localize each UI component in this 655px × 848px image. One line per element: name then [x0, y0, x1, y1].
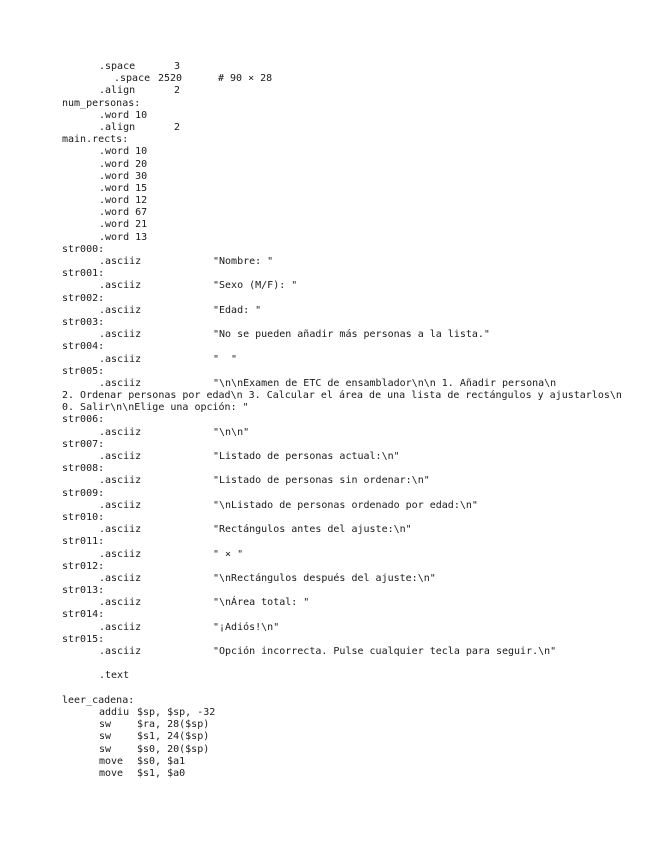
- code-line: [62, 451, 622, 463]
- directive: .align: [99, 121, 136, 133]
- string-literal: "No se pueden añadir más personas a la lista.": [213, 329, 490, 341]
- code-line: [62, 110, 622, 122]
- directive: .asciiz: [99, 621, 142, 633]
- instruction-line: [62, 744, 622, 756]
- code-line: [62, 73, 622, 85]
- code-line: [62, 85, 622, 97]
- directive-arg: 12: [135, 195, 148, 207]
- code-line: [62, 475, 622, 487]
- code-label: str012:: [62, 560, 105, 572]
- code-line: [62, 183, 622, 195]
- directive: .asciiz: [99, 475, 142, 487]
- directive: .word: [99, 207, 130, 219]
- code-line: [62, 573, 622, 585]
- string-literal: "Listado de personas actual:\n": [213, 451, 400, 463]
- code-line: [62, 378, 622, 390]
- code-line: [62, 427, 622, 439]
- string-literal: "\n\n": [213, 426, 250, 438]
- directive-arg: 13: [135, 231, 148, 243]
- directive: .space: [114, 73, 151, 85]
- mnemonic: addiu: [99, 706, 130, 718]
- operands: $ra, 28($sp): [137, 719, 210, 731]
- code-line: [62, 171, 622, 183]
- code-label: str011:: [62, 536, 105, 548]
- directive: .space: [99, 61, 136, 72]
- directive: .align: [99, 85, 136, 97]
- directive-arg: 20: [135, 158, 148, 170]
- mnemonic: sw: [99, 731, 112, 743]
- directive: .word: [99, 109, 130, 121]
- directive: .asciiz: [99, 304, 142, 316]
- string-literal: "\nRectángulos después del ajuste:\n": [213, 572, 436, 584]
- string-literal: "\nListado de personas ordenado por edad:\n": [213, 499, 478, 511]
- code-line: [62, 622, 622, 634]
- code-line: [62, 232, 622, 244]
- directive: .word: [99, 182, 130, 194]
- directive: .asciiz: [99, 451, 142, 463]
- directive: .asciiz: [99, 353, 142, 365]
- directive-arg: 10: [135, 146, 148, 158]
- code-line: [62, 159, 622, 171]
- directive-arg: 30: [135, 170, 148, 182]
- code-line: [62, 305, 622, 317]
- directive-arg: 15: [135, 182, 148, 194]
- code-line: [62, 549, 622, 561]
- string-continuation: 2. Ordenar personas por edad\n 3. Calcular el área de una lista de rectángulos y ajustarlos\n 0. Salir\n\nElige una opción: ": [62, 390, 628, 414]
- directive: .asciiz: [99, 499, 142, 511]
- string-literal: " ": [213, 353, 238, 365]
- directive: .asciiz: [99, 329, 142, 341]
- operands: $s0, 20($sp): [137, 743, 210, 755]
- directive: .asciiz: [99, 597, 142, 609]
- instruction-line: [62, 731, 622, 743]
- instruction-line: [62, 719, 622, 731]
- directive-arg: 2: [174, 85, 181, 97]
- code-label: str001:: [62, 268, 105, 280]
- instruction-line: [62, 756, 622, 768]
- operands: $s1, $a0: [137, 767, 186, 779]
- directive-arg: 3: [174, 61, 181, 72]
- mnemonic: sw: [99, 743, 112, 755]
- directive: .word: [99, 146, 130, 158]
- code-label: str007:: [62, 438, 105, 450]
- directive: .asciiz: [99, 377, 142, 389]
- code-label: str008:: [62, 463, 105, 475]
- directive: .word: [99, 158, 130, 170]
- code-line: [62, 500, 622, 512]
- code-line: [62, 524, 622, 536]
- code-line: [62, 146, 622, 158]
- mnemonic: sw: [99, 719, 112, 731]
- code-label: str000:: [62, 243, 105, 255]
- code-label: str006:: [62, 414, 105, 426]
- instruction-line: [62, 768, 622, 780]
- code-label: str010:: [62, 511, 105, 523]
- operands: $sp, $sp, -32: [137, 706, 216, 718]
- code-comment: # 90 × 28: [218, 73, 273, 85]
- directive: .asciiz: [99, 646, 142, 658]
- instruction-line: [62, 707, 622, 719]
- directive: .word: [99, 219, 130, 231]
- string-literal: "\n\nExamen de ETC de ensamblador\n\n 1. Añadir persona\n: [213, 377, 557, 389]
- directive: .asciiz: [99, 426, 142, 438]
- code-line: [62, 61, 622, 73]
- code-label: num_personas:: [62, 97, 141, 109]
- directive: .asciiz: [99, 572, 142, 584]
- string-literal: "¡Adiós!\n": [213, 621, 280, 633]
- operands: $s0, $a1: [137, 755, 186, 767]
- code-line: [62, 219, 622, 231]
- directive-arg: 2: [174, 121, 181, 133]
- code-line: [62, 280, 622, 292]
- string-literal: "\nÁrea total: ": [213, 597, 310, 609]
- code-label: main.rects:: [62, 134, 129, 146]
- code-label: str005:: [62, 365, 105, 377]
- mnemonic: move: [99, 755, 124, 767]
- string-literal: "Edad: ": [213, 304, 262, 316]
- directive-arg: 67: [135, 207, 148, 219]
- directive: .asciiz: [99, 548, 142, 560]
- code-line: [62, 207, 622, 219]
- directive-arg: 2520: [158, 73, 183, 85]
- code-label: str009:: [62, 487, 105, 499]
- directive: .word: [99, 195, 130, 207]
- code-line: [62, 597, 622, 609]
- mnemonic: move: [99, 767, 124, 779]
- assembly-listing: [62, 61, 628, 780]
- code-line: [62, 122, 622, 134]
- string-literal: "Nombre: ": [213, 256, 274, 267]
- directive: .asciiz: [99, 524, 142, 536]
- code-line: [62, 646, 622, 658]
- code-label: str015:: [62, 633, 105, 645]
- directive-arg: 10: [135, 109, 148, 121]
- code-line: [62, 195, 622, 207]
- string-literal: "Rectángulos antes del ajuste:\n": [213, 524, 412, 536]
- string-literal: "Opción incorrecta. Pulse cualquier tecla para seguir.\n": [213, 646, 557, 658]
- code-line: [62, 256, 622, 268]
- section-directive: .text: [99, 670, 130, 682]
- directive: .word: [99, 170, 130, 182]
- string-literal: "Sexo (M/F): ": [213, 280, 298, 292]
- string-literal: "Listado de personas sin ordenar:\n": [213, 475, 430, 487]
- code-label: str003:: [62, 316, 105, 328]
- code-line: [62, 329, 622, 341]
- function-label: leer_cadena:: [62, 694, 135, 706]
- string-literal: " × ": [213, 548, 244, 560]
- code-line: [62, 354, 622, 366]
- directive: .asciiz: [99, 280, 142, 292]
- directive-arg: 21: [135, 219, 148, 231]
- directive: .asciiz: [99, 256, 142, 267]
- code-label: str013:: [62, 585, 105, 597]
- directive: .word: [99, 231, 130, 243]
- code-label: str002:: [62, 292, 105, 304]
- operands: $s1, 24($sp): [137, 731, 210, 743]
- code-label: str014:: [62, 609, 105, 621]
- code-label: str004:: [62, 341, 105, 353]
